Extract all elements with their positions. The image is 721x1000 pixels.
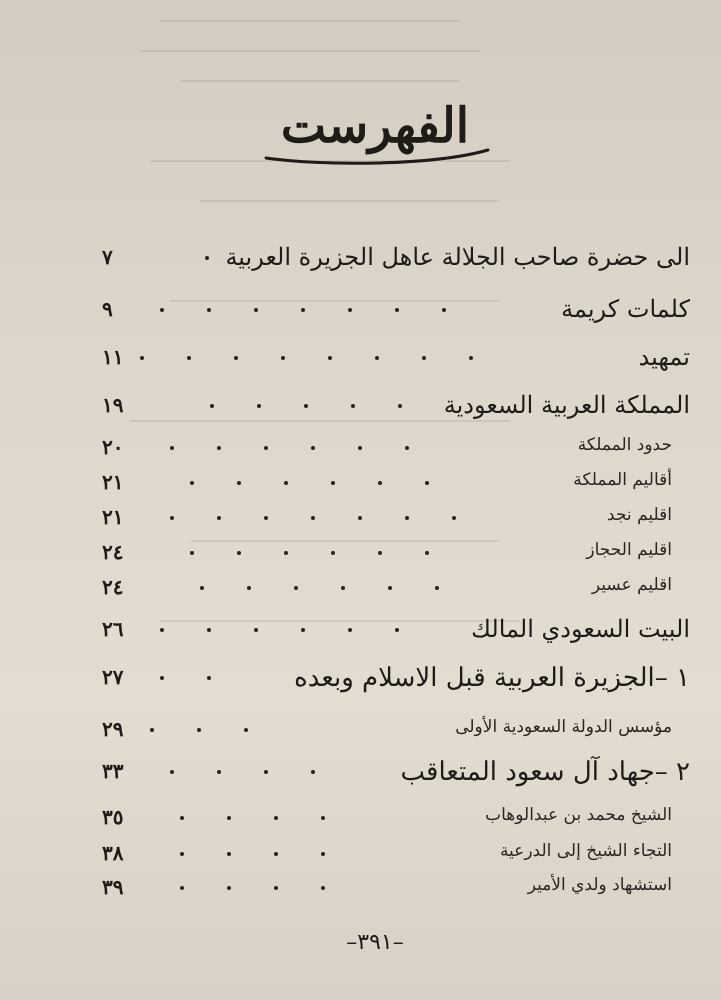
toc-entry-title: اقليم عسير (591, 575, 672, 595)
leader-dot (254, 308, 258, 312)
leader-dot (321, 852, 325, 856)
dot-leader (90, 438, 690, 458)
toc-entry-title: البيت السعودي المالك (471, 615, 690, 643)
leader-dot (405, 516, 409, 520)
leader-dot (170, 446, 174, 450)
leader-dot (217, 516, 221, 520)
leader-dot (217, 770, 221, 774)
toc-entry-title: اقليم الحجاز (586, 540, 672, 560)
leader-dot (274, 852, 278, 856)
leader-dot (150, 728, 154, 732)
dot-leader (90, 844, 690, 864)
leader-dot (388, 586, 392, 590)
leader-dot (264, 770, 268, 774)
leader-dot (395, 628, 399, 632)
toc-entry-title: ٢ –جهاد آل سعود المتعاقب (400, 757, 690, 787)
toc-entry (90, 712, 690, 748)
leader-dot (281, 356, 285, 360)
leader-dot (304, 404, 308, 408)
leader-dot (190, 481, 194, 485)
leader-dot (207, 676, 211, 680)
dot-leader (90, 248, 690, 268)
toc-page-number: ١١ (102, 345, 124, 369)
dot-leader (90, 396, 690, 416)
leader-dot (187, 356, 191, 360)
leader-dot (180, 816, 184, 820)
dot-leader (90, 668, 690, 688)
leader-dot (301, 308, 305, 312)
leader-dot (422, 356, 426, 360)
leader-dot (274, 886, 278, 890)
leader-dot (207, 308, 211, 312)
toc-page-number: ٢٧ (102, 665, 124, 689)
leader-dot (254, 628, 258, 632)
leader-dot (405, 446, 409, 450)
leader-dot (358, 446, 362, 450)
leader-dot (227, 886, 231, 890)
leader-dot (311, 446, 315, 450)
leader-dot (170, 516, 174, 520)
dot-leader (90, 348, 690, 368)
leader-dot (227, 852, 231, 856)
leader-dot (311, 770, 315, 774)
leader-dot (170, 770, 174, 774)
leader-dot (375, 356, 379, 360)
dot-leader (90, 578, 690, 598)
leader-dot (140, 356, 144, 360)
leader-dot (294, 586, 298, 590)
toc-entry (90, 292, 690, 328)
leader-dot (469, 356, 473, 360)
leader-dot (331, 551, 335, 555)
leader-dot (205, 256, 209, 260)
dot-leader (90, 762, 690, 782)
toc-entry (90, 570, 690, 606)
leader-dot (425, 551, 429, 555)
toc-entry (90, 535, 690, 571)
toc-entry (90, 800, 690, 836)
dot-leader (90, 473, 690, 493)
toc-entry (90, 500, 690, 536)
leader-dot (301, 628, 305, 632)
dot-leader (90, 720, 690, 740)
leader-dot (264, 516, 268, 520)
toc-entry-title: مؤسس الدولة السعودية الأولى (455, 717, 672, 737)
leader-dot (244, 728, 248, 732)
leader-dot (160, 308, 164, 312)
toc-page-number: ٢٦ (102, 617, 124, 641)
leader-dot (378, 481, 382, 485)
toc-entry-title: ١ –الجزيرة العربية قبل الاسلام وبعده (294, 663, 690, 693)
leader-dot (264, 446, 268, 450)
leader-dot (348, 308, 352, 312)
leader-dot (197, 728, 201, 732)
toc-page-number: ٣٨ (102, 841, 124, 865)
toc-entry (90, 754, 690, 790)
toc-page-number: ٩ (102, 297, 113, 321)
dot-leader (90, 878, 690, 898)
dot-leader (90, 620, 690, 640)
leader-dot (328, 356, 332, 360)
leader-dot (425, 481, 429, 485)
toc-entry-title: اقليم نجد (607, 505, 672, 525)
leader-dot (442, 308, 446, 312)
leader-dot (200, 586, 204, 590)
toc-page-number: ٢٤ (102, 540, 124, 564)
leader-dot (452, 516, 456, 520)
leader-dot (237, 481, 241, 485)
toc-entry (90, 612, 690, 648)
leader-dot (284, 481, 288, 485)
leader-dot (435, 586, 439, 590)
toc-entry (90, 240, 690, 276)
leader-dot (180, 886, 184, 890)
toc-entry (90, 388, 690, 424)
toc-entry-title: المملكة العربية السعودية (443, 391, 690, 419)
leader-dot (395, 308, 399, 312)
page-number: –٣٩١– (346, 930, 404, 955)
toc-page-number: ٢١ (102, 505, 124, 529)
toc-page-number: ٧ (102, 245, 113, 269)
leader-dot (227, 816, 231, 820)
leader-dot (190, 551, 194, 555)
leader-dot (331, 481, 335, 485)
toc-entry (90, 430, 690, 466)
toc-entry-title: الى حضرة صاحب الجلالة عاهل الجزيرة العربية (225, 243, 690, 271)
toc-entry-title: استشهاد ولدي الأمير (527, 875, 672, 895)
leader-dot (311, 516, 315, 520)
toc-entry (90, 836, 690, 872)
leader-dot (247, 586, 251, 590)
toc-page-number: ٢٤ (102, 575, 124, 599)
toc-page-number: ٣٥ (102, 805, 124, 829)
toc-entry-title: أقاليم المملكة (573, 470, 672, 490)
toc-page-number: ٢٠ (102, 435, 124, 459)
toc-page-number: ٣٣ (102, 759, 124, 783)
toc-entry-title: تمهيد (638, 343, 690, 371)
leader-dot (237, 551, 241, 555)
dot-leader (90, 508, 690, 528)
leader-dot (348, 628, 352, 632)
page-title: الفهرست (280, 98, 470, 154)
leader-dot (398, 404, 402, 408)
leader-dot (358, 516, 362, 520)
toc-entry (90, 660, 690, 696)
toc-page-number: ٣٩ (102, 875, 124, 899)
dot-leader (90, 543, 690, 563)
toc-entry-title: حدود المملكة (577, 435, 672, 455)
toc-entry-title: التجاء الشيخ إلى الدرعية (499, 841, 672, 861)
leader-dot (207, 628, 211, 632)
leader-dot (341, 586, 345, 590)
leader-dot (257, 404, 261, 408)
toc-page-number: ١٩ (102, 393, 124, 417)
leader-dot (180, 852, 184, 856)
toc-page-number: ٢٩ (102, 717, 124, 741)
leader-dot (217, 446, 221, 450)
leader-dot (378, 551, 382, 555)
dot-leader (90, 808, 690, 828)
toc-page-number: ٢١ (102, 470, 124, 494)
leader-dot (234, 356, 238, 360)
toc-entry-title: كلمات كريمة (561, 295, 690, 323)
leader-dot (284, 551, 288, 555)
leader-dot (160, 676, 164, 680)
leader-dot (321, 886, 325, 890)
toc-entry (90, 465, 690, 501)
toc-entry (90, 870, 690, 906)
title-swash-ornament (262, 140, 492, 170)
dot-leader (90, 300, 690, 320)
leader-dot (321, 816, 325, 820)
toc-entry (90, 340, 690, 376)
leader-dot (274, 816, 278, 820)
leader-dot (160, 628, 164, 632)
leader-dot (351, 404, 355, 408)
toc-entry-title: الشيخ محمد بن عبدالوهاب (485, 805, 672, 825)
leader-dot (210, 404, 214, 408)
